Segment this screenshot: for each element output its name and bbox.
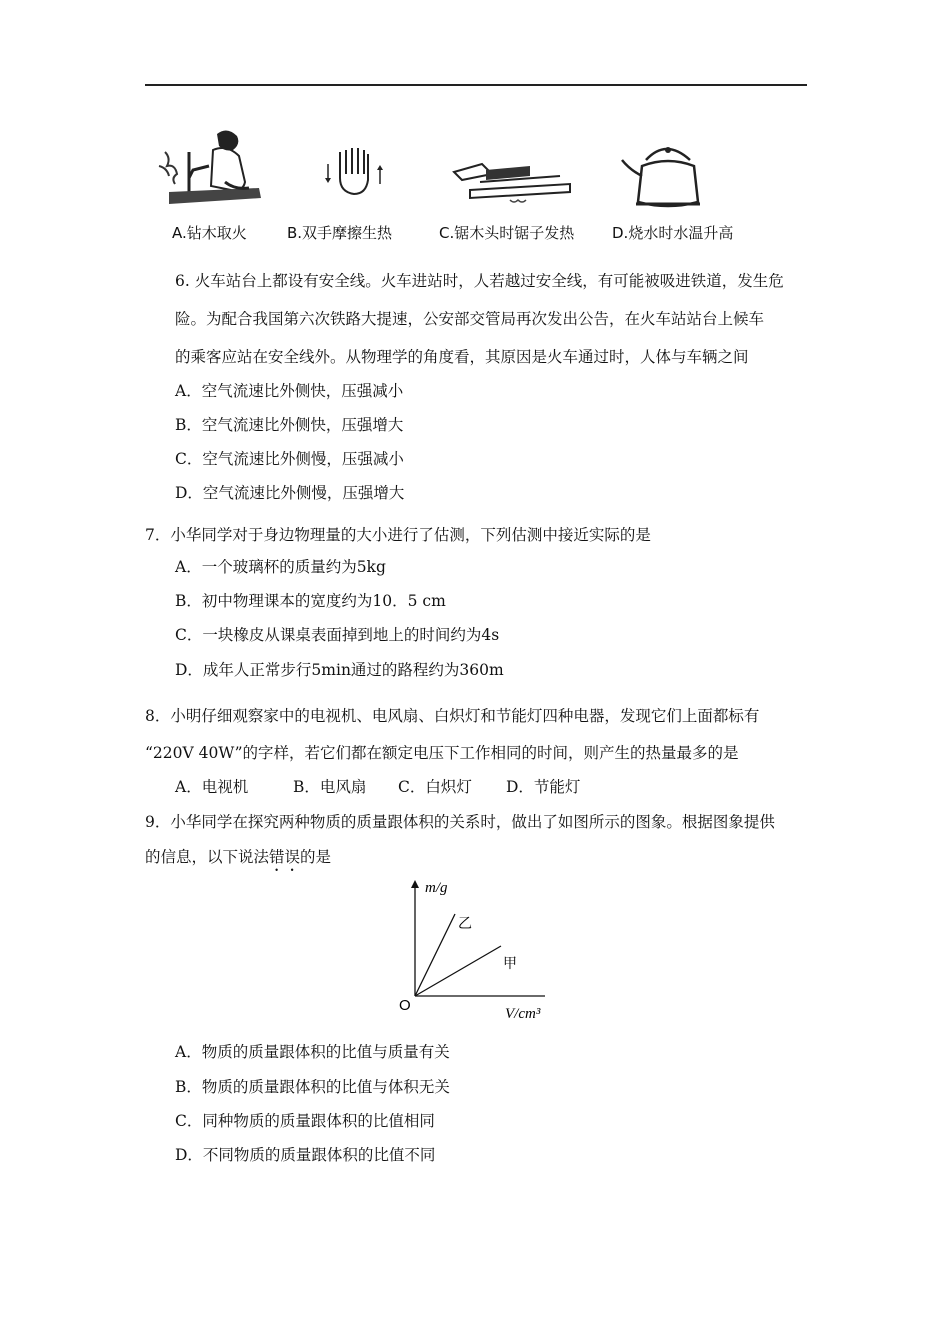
q9-emphasized-word: 错误 (269, 848, 301, 866)
kettle-icon (618, 136, 718, 214)
figure-caption-a: A.钻木取火 (172, 224, 247, 242)
x-axis-label: V/cm³ (505, 1006, 541, 1022)
figure-caption-c: C.锯木头时锯子发热 (439, 224, 575, 242)
q9-option-b: B．物质的质量跟体积的比值与体积无关 (175, 1078, 450, 1096)
figure-caption-d: D.烧水时水温升高 (612, 224, 734, 242)
q6-stem-line-2: 险。为配合我国第六次铁路大提速，公安部交管局再次发出公告，在火车站站台上候车 (175, 310, 765, 328)
q6-option-b: B．空气流速比外侧快，压强增大 (175, 416, 404, 434)
mass-volume-graph (395, 876, 555, 1030)
q7-option-d: D．成年人正常步行5min通过的路程约为360m (175, 661, 504, 679)
q8-stem-line-1: 8．小明仔细观察家中的电视机、电风扇、白炽灯和节能灯四种电器，发现它们上面都标有 (145, 707, 760, 725)
q8-option-a: A．电视机 (175, 778, 249, 796)
q7-option-b: B．初中物理课本的宽度约为10．5 cm (175, 592, 446, 610)
header-rule (145, 84, 807, 86)
line-yi-label: 乙 (458, 916, 472, 932)
q7-option-a: A．一个玻璃杯的质量约为5kg (175, 558, 386, 576)
q9-stem-line-2-post: 的是 (300, 848, 332, 866)
person-drilling-wood-icon (155, 122, 265, 212)
saw-wood-icon (450, 152, 575, 212)
q8-stem-line-2: “220V 40W”的字样，若它们都在额定电压下工作相同的时间，则产生的热量最多的是 (145, 744, 739, 762)
q6-stem-line-1: 6. 火车站台上都设有安全线。火车进站时，人若越过安全线，有可能被吸进铁道，发生危 (175, 272, 784, 290)
q8-option-b: B．电风扇 (293, 778, 367, 796)
q9-option-a: A．物质的质量跟体积的比值与质量有关 (175, 1043, 450, 1061)
q6-option-d: D．空气流速比外侧慢，压强增大 (175, 484, 405, 502)
q6-option-a: A．空气流速比外侧快，压强减小 (175, 382, 404, 400)
y-axis-arrow (411, 880, 419, 888)
q9-stem-line-2 (145, 846, 331, 875)
q9-stem-line-2-pre: 的信息，以下说法 (145, 848, 270, 866)
q9-stem-line-1: 9．小华同学在探究两种物质的质量跟体积的关系时，做出了如图所示的图象。根据图象提供 (145, 813, 775, 831)
q6-stem-line-3: 的乘客应站在安全线外。从物理学的角度看，其原因是火车通过时，人体与车辆之间 (175, 348, 749, 366)
q7-option-c: C．一块橡皮从课桌表面掉到地上的时间约为4s (175, 626, 500, 644)
hands-rubbing-icon (320, 138, 390, 208)
y-axis-label: m/g (425, 880, 448, 896)
q9-option-d: D．不同物质的质量跟体积的比值不同 (175, 1146, 436, 1164)
q8-option-c: C．白炽灯 (398, 778, 472, 796)
line-jia-label: 甲 (503, 956, 517, 972)
q8-option-d: D．节能灯 (506, 778, 581, 796)
q9-option-c: C．同种物质的质量跟体积的比值相同 (175, 1112, 435, 1130)
figure-caption-b: B.双手摩擦生热 (287, 224, 393, 242)
figures-row (150, 122, 810, 254)
q6-option-c: C．空气流速比外侧慢，压强减小 (175, 450, 404, 468)
q7-stem: 7．小华同学对于身边物理量的大小进行了估测，下列估测中接近实际的是 (145, 526, 651, 544)
origin-label: O (399, 997, 411, 1014)
